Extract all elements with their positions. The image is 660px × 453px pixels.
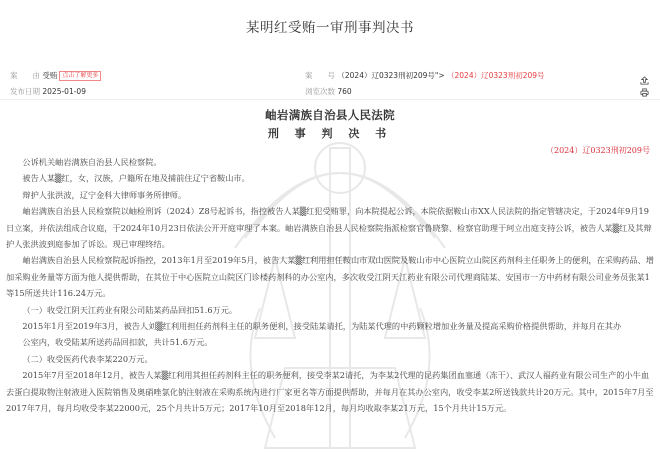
page-title: 某明红受贿一审刑事判决书 (246, 20, 414, 36)
case-cause-row (10, 70, 101, 81)
publish-date-label: 发布日期 (10, 87, 40, 96)
case-number-row (305, 70, 545, 81)
paragraph-prosecutor: 公诉机关岫岩满族自治县人民检察院。 (22, 157, 162, 167)
publish-date-row (10, 86, 86, 97)
paragraph-defendant: 被告人某▒红，女，汉族，户籍所在地及捕前住辽宁省鞍山市。 (22, 173, 250, 184)
paragraph-defense-counsel: 辩护人张洪波，辽宁金科大律师事务所律师。 (22, 189, 187, 200)
views-label: 浏览次数 (305, 87, 335, 96)
publish-date-value: 2025-01-09 (42, 87, 86, 96)
paragraph-section-2-detail: 2015年7月至2018年12月，被告人某▒红利用其担任药剂科主任的职务便利，接受李某2请托，为李某2代理的昆药集团血塞通（冻干）、武汉人福药业有限公司生产的小牛血去蛋白提取物注射液进入医院销售及奥硝唑氯化钠注射液在采购系统内进行厂家更名等方面提供帮助，并每月在其办公室内，收受李某2所送钱款共计20万元。其中，2015年7月至2017年7月，每月均收受李某22000元，25个月共计5万元；2017年10月至2018年12月，每月均收取李某21万元，15个月共计15万元。 (6, 370, 654, 414)
court-name: 岫岩满族自治县人民法院 (265, 108, 395, 122)
views-row (305, 86, 352, 97)
paragraph-procedure: 岫岩满族自治县人民检察院以岫检刑诉（2024）Z8号起诉书，指控被告人某▒红犯受贿罪，向本院提起公诉，本院依据鞍山市XX人民法院的指定管辖决定，于2024年9月19日立案，并依法组成合议庭，于2024年10月23日依法公开开庭审理了本案。岫岩满族自治县人民检察院指派检察官鲁晓黎、检察官助理于珂立出庭支持公诉，被告人某▒红及其辩护人张洪波到庭参加了诉讼。现已审理终结。 (6, 206, 652, 250)
share-icon[interactable] (640, 78, 649, 88)
judgment-type: 刑 事 判 决 书 (267, 127, 393, 140)
case-number-label: 案 号 (305, 71, 335, 80)
case-cause-label: 案 由 (10, 71, 40, 80)
judgment-body (6, 154, 654, 417)
paragraph-charges: 岫岩满族自治县人民检察院起诉指控，2013年1月至2019年5月，被告人某▒红利用担任鞍山市双山医院及鞍山市中心医院立山院区药剂科主任职务上的便利，在采购药品、增加采购业务量等方面为他人提供帮助，在其位于中心医院立山院区门诊楼药剂科的办公室内，多次收受江阴天江药业有限公司代理商陆某、安国市一方中药材有限公司业务员张某1等15所送共计116.24万元。 (6, 255, 654, 299)
case-number-link[interactable]: （2024）辽0323刑初209号 (447, 71, 545, 80)
header-divider (0, 99, 660, 100)
case-number-raw: （2024）辽0323刑初209号"> (337, 71, 445, 80)
learn-more-tag[interactable]: 点击了解更多 (59, 71, 101, 81)
paragraph-section-1-amount: 公室内，收受陆某所送药品回扣款，共计51.6万元。 (22, 337, 213, 348)
paragraph-section-1-detail: 2015年1月至2019年3月，被告人刘▒红利用担任药剂科主任的职务便利，接受陆某请托，为陆某代理的中药颗粒增加业务量及提高采购价格提供帮助，并每月在其办 (22, 321, 622, 332)
case-cause-value: 受贿 (42, 71, 58, 80)
toolbar (640, 76, 660, 100)
paragraph-section-1-heading: （一）收受江阴天江药业有限公司陆某药品回扣51.6万元。 (22, 304, 238, 315)
views-value: 760 (337, 87, 352, 96)
document-case-number: （2024）辽0323刑初209号 (546, 146, 650, 155)
paragraph-section-2-heading: （二）收受医药代表李某220万元。 (22, 353, 153, 364)
